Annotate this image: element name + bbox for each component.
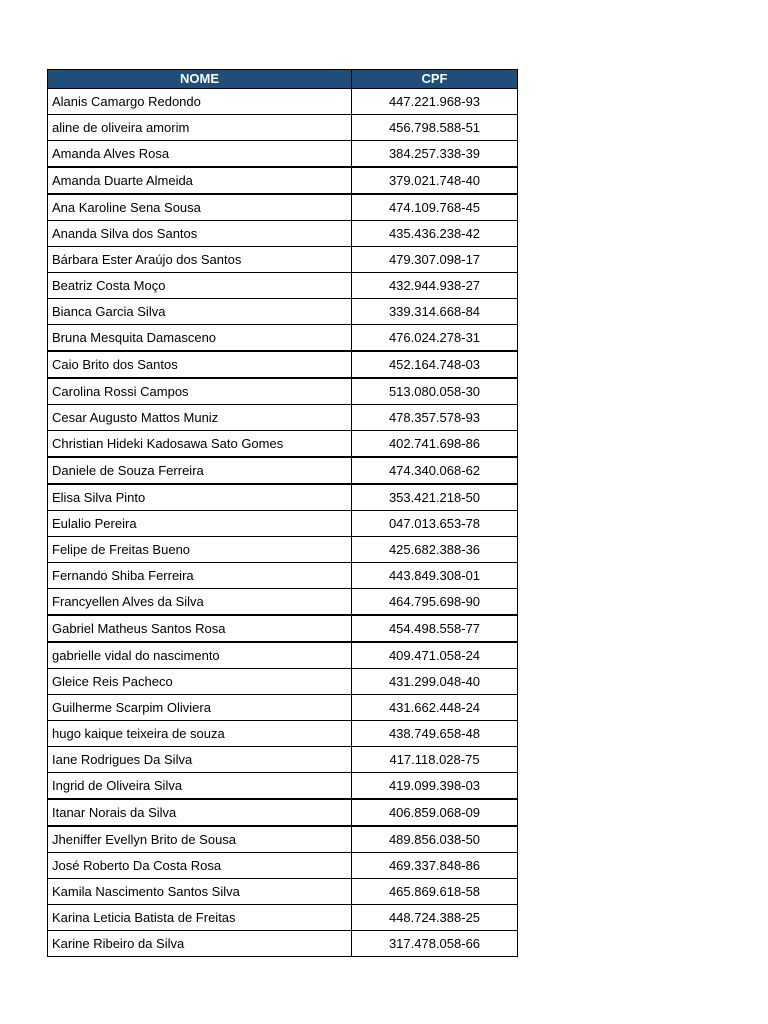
cell-nome[interactable]: Guilherme Scarpim Oliviera (48, 695, 352, 721)
table-row (48, 931, 518, 957)
cell-nome[interactable]: Daniele de Souza Ferreira (48, 457, 352, 484)
table-row (48, 905, 518, 931)
cell-cpf[interactable]: 489.856.038-50 (352, 826, 518, 853)
cell-cpf[interactable]: 425.682.388-36 (352, 537, 518, 563)
cell-cpf[interactable]: 431.662.448-24 (352, 695, 518, 721)
cell-cpf[interactable]: 443.849.308-01 (352, 563, 518, 589)
cell-nome[interactable]: Fernando Shiba Ferreira (48, 563, 352, 589)
cell-nome[interactable]: Beatriz Costa Moço (48, 273, 352, 299)
cell-cpf[interactable]: 406.859.068-09 (352, 799, 518, 826)
names-cpf-table (47, 69, 518, 957)
header-cpf[interactable]: CPF (352, 70, 518, 89)
cell-cpf[interactable]: 047.013.653-78 (352, 511, 518, 537)
cell-cpf[interactable]: 384.257.338-39 (352, 141, 518, 168)
table-header-row (48, 70, 518, 89)
table-body (48, 89, 518, 957)
cell-cpf[interactable]: 474.340.068-62 (352, 457, 518, 484)
cell-nome[interactable]: Felipe de Freitas Bueno (48, 537, 352, 563)
table-row (48, 167, 518, 194)
table-row (48, 194, 518, 221)
cell-nome[interactable]: Jheniffer Evellyn Brito de Sousa (48, 826, 352, 853)
cell-cpf[interactable]: 447.221.968-93 (352, 89, 518, 115)
cell-nome[interactable]: Gleice Reis Pacheco (48, 669, 352, 695)
cell-nome[interactable]: Gabriel Matheus Santos Rosa (48, 615, 352, 642)
cell-nome[interactable]: hugo kaique teixeira de souza (48, 721, 352, 747)
cell-nome[interactable]: Bárbara Ester Araújo dos Santos (48, 247, 352, 273)
table-row (48, 773, 518, 800)
table-row (48, 247, 518, 273)
cell-cpf[interactable]: 452.164.748-03 (352, 351, 518, 378)
table-row (48, 695, 518, 721)
cell-nome[interactable]: Cesar Augusto Mattos Muniz (48, 405, 352, 431)
cell-cpf[interactable]: 402.741.698-86 (352, 431, 518, 458)
table-row (48, 115, 518, 141)
cell-nome[interactable]: Carolina Rossi Campos (48, 378, 352, 405)
table-row (48, 351, 518, 378)
table-row (48, 325, 518, 352)
spreadsheet-sheet (47, 69, 517, 957)
table-row (48, 747, 518, 773)
table-row (48, 615, 518, 642)
table-row (48, 879, 518, 905)
cell-cpf[interactable]: 513.080.058-30 (352, 378, 518, 405)
cell-cpf[interactable]: 479.307.098-17 (352, 247, 518, 273)
cell-nome[interactable]: Bianca Garcia Silva (48, 299, 352, 325)
cell-cpf[interactable]: 465.869.618-58 (352, 879, 518, 905)
table-row (48, 405, 518, 431)
cell-cpf[interactable]: 419.099.398-03 (352, 773, 518, 800)
cell-cpf[interactable]: 432.944.938-27 (352, 273, 518, 299)
cell-cpf[interactable]: 456.798.588-51 (352, 115, 518, 141)
cell-cpf[interactable]: 454.498.558-77 (352, 615, 518, 642)
cell-cpf[interactable]: 448.724.388-25 (352, 905, 518, 931)
cell-nome[interactable]: Bruna Mesquita Damasceno (48, 325, 352, 352)
cell-cpf[interactable]: 417.118.028-75 (352, 747, 518, 773)
cell-nome[interactable]: Eulalio Pereira (48, 511, 352, 537)
cell-nome[interactable]: Kamila Nascimento Santos Silva (48, 879, 352, 905)
table-row (48, 141, 518, 168)
cell-cpf[interactable]: 464.795.698-90 (352, 589, 518, 616)
cell-cpf[interactable]: 409.471.058-24 (352, 642, 518, 669)
cell-nome[interactable]: Itanar Norais da Silva (48, 799, 352, 826)
cell-nome[interactable]: José Roberto Da Costa Rosa (48, 853, 352, 879)
cell-nome[interactable]: aline de oliveira amorim (48, 115, 352, 141)
cell-nome[interactable]: Alanis Camargo Redondo (48, 89, 352, 115)
cell-nome[interactable]: Amanda Alves Rosa (48, 141, 352, 168)
cell-cpf[interactable]: 353.421.218-50 (352, 484, 518, 511)
cell-nome[interactable]: Iane Rodrigues Da Silva (48, 747, 352, 773)
cell-nome[interactable]: Elisa Silva Pinto (48, 484, 352, 511)
table-row (48, 563, 518, 589)
cell-nome[interactable]: Ananda Silva dos Santos (48, 221, 352, 247)
table-row (48, 431, 518, 458)
header-nome[interactable]: NOME (48, 70, 352, 89)
cell-cpf[interactable]: 476.024.278-31 (352, 325, 518, 352)
cell-nome[interactable]: Ingrid de Oliveira Silva (48, 773, 352, 800)
cell-cpf[interactable]: 379.021.748-40 (352, 167, 518, 194)
table-row (48, 642, 518, 669)
cell-cpf[interactable]: 435.436.238-42 (352, 221, 518, 247)
cell-cpf[interactable]: 469.337.848-86 (352, 853, 518, 879)
cell-cpf[interactable]: 431.299.048-40 (352, 669, 518, 695)
table-row (48, 378, 518, 405)
cell-nome[interactable]: Amanda Duarte Almeida (48, 167, 352, 194)
cell-nome[interactable]: Ana Karoline Sena Sousa (48, 194, 352, 221)
cell-nome[interactable]: Francyellen Alves da Silva (48, 589, 352, 616)
cell-cpf[interactable]: 317.478.058-66 (352, 931, 518, 957)
table-row (48, 89, 518, 115)
table-row (48, 721, 518, 747)
table-row (48, 799, 518, 826)
table-row (48, 589, 518, 616)
table-row (48, 221, 518, 247)
table-row (48, 273, 518, 299)
cell-nome[interactable]: Christian Hideki Kadosawa Sato Gomes (48, 431, 352, 458)
cell-nome[interactable]: gabrielle vidal do nascimento (48, 642, 352, 669)
table-row (48, 853, 518, 879)
cell-cpf[interactable]: 474.109.768-45 (352, 194, 518, 221)
table-row (48, 299, 518, 325)
cell-nome[interactable]: Karine Ribeiro da Silva (48, 931, 352, 957)
table-row (48, 457, 518, 484)
table-row (48, 511, 518, 537)
table-row (48, 484, 518, 511)
table-row (48, 537, 518, 563)
cell-cpf[interactable]: 339.314.668-84 (352, 299, 518, 325)
cell-nome[interactable]: Karina Leticia Batista de Freitas (48, 905, 352, 931)
table-row (48, 669, 518, 695)
cell-cpf[interactable]: 438.749.658-48 (352, 721, 518, 747)
cell-nome[interactable]: Caio Brito dos Santos (48, 351, 352, 378)
cell-cpf[interactable]: 478.357.578-93 (352, 405, 518, 431)
table-row (48, 826, 518, 853)
